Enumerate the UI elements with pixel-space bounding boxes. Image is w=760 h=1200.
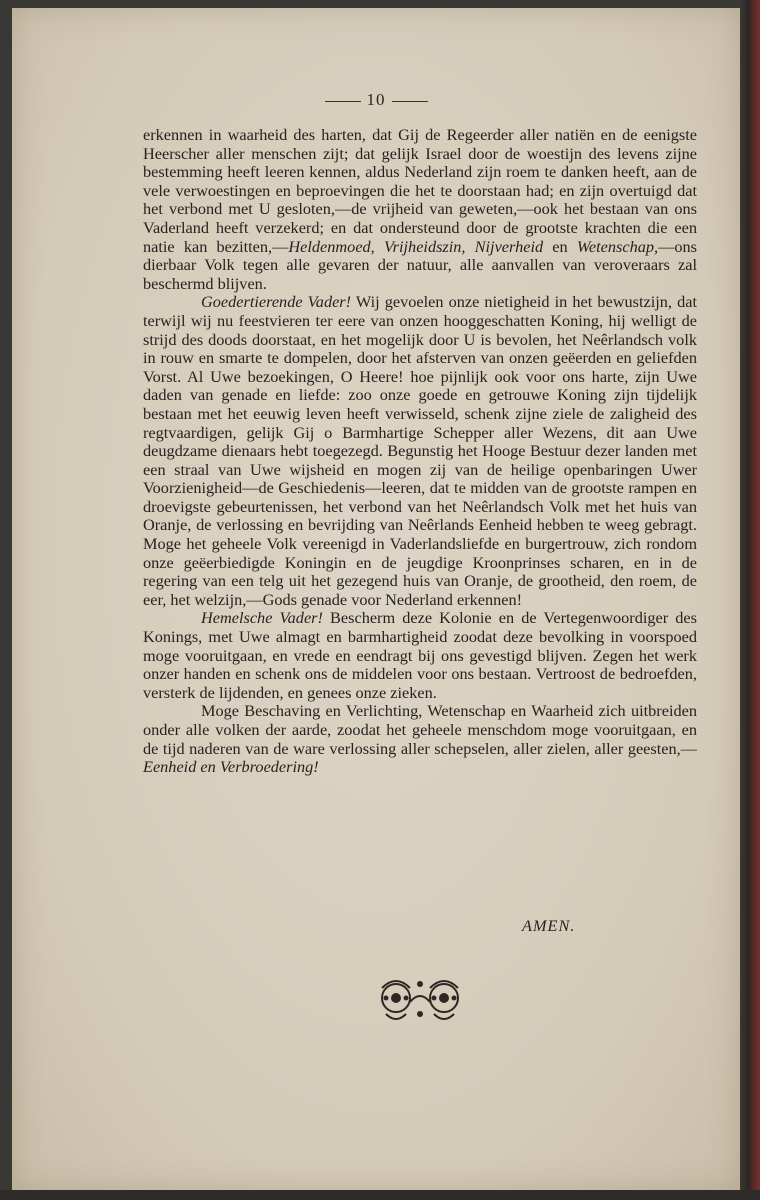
page-number-line [12, 90, 740, 110]
text-run: Bescherm deze Kolonie en de Vertegenwoordiger des Konings, met Uwe almagt en barmhartigheid zoodat deze bevolking in voorspoed moge vooruitgaan, en vrede en eendragt bij ons gevestigd blijven. Zegen het werk onzer handen en schenk ons de middelen voor ons bestaan. Vertroost de bedroefden, versterk de lijdenden, en genees onze zieken. [143, 608, 697, 702]
paragraph [143, 609, 697, 702]
italic-phrase: Hemelsche Vader! [201, 608, 323, 628]
page-number: 10 [366, 90, 386, 109]
floral-ornament-icon [372, 970, 468, 1026]
italic-phrase: Wetenschap, [576, 236, 659, 256]
text-run: Moge Beschaving en Verlichting, Wetenschap en Waarheid zich uitbreiden onder alle volken der aarde, zoodat het geheele menschdom moge vooruitgaan, en de tijd naderen van de ware verlossing aller schepselen, aller zielen, aller geesten,— [143, 701, 697, 758]
scan-bottom-edge [0, 1190, 760, 1200]
book-edge [740, 0, 760, 1200]
text-run: —ons dierbaar Volk tegen alle gevaren der natuur, alle aanvallen van veroveraars zal beschermd blijven. [143, 236, 698, 293]
page-number-dash-left [325, 101, 361, 102]
italic-phrase: Eenheid en Verbroedering! [143, 757, 319, 777]
paragraph [143, 126, 697, 293]
document-page [12, 8, 740, 1190]
page-number-dash-right [392, 101, 428, 102]
text-run: Wij gevoelen onze nietigheid in het bewustzijn, dat terwijl wij nu feestvieren ter eere van onzen hooggeschatten Koning, hij welligt de strijd des doods doorstaat, en het mogelijk door U is bevolen, het Neêrlandsch volk in rouw en smarte te dompelen, door het afsterven van onzen geëerden en geliefden Vorst. Al Uwe bezoekingen, O Heere! hoe pijnlijk ook voor ons harte, zijn Uwe daden van genade en liefde: zoo onze goede en getrouwe Koning zijn tijdelijk bestaan met het eeuwig leven heeft verwisseld, schenk zijne ziele de zaligheid des regtvaardigen, gelijk Gij o Barmhartige Schepper aller Wezens, dit aan Uwe deugdzame dienaars hebt toegezegd. Begunstig het Hooge Bestuur dezer landen met een straal van Uwe wijsheid en mogen zij van de heilige openbaringen Uwer Voorzienigheid—de Geschiedenis—leeren, dat te midden van de grootste rampen en droevigste gebeurtenissen, het verbond van het Neêrlandsch Volk met het huis van Oranje, de verlossing en bevrijding van Neêrlands Eenheid hebben te weeg gebragt. Moge het geheele Volk vereenigd in Vaderlandsliefde en burgertrouw, zich rondom onze geëerbiedigde Koningin en de jeugdige Kroonprinses scharen, en in de regering van een telg uit het gezegend huis van Oranje, de grootheid, den roem, de eer, het welzijn,—Gods genade voor Nederland erkennen! [143, 292, 697, 609]
paragraph [143, 293, 697, 609]
body-text [143, 126, 697, 777]
paragraph [143, 702, 697, 776]
italic-phrase: Heldenmoed, Vrijheidszin, Nijverheid [288, 236, 544, 256]
italic-phrase: Goedertierende Vader! [201, 292, 352, 312]
closing-amen: AMEN. [522, 916, 576, 935]
text-run: en [543, 236, 577, 256]
text-run: erkennen in waarheid des harten, dat Gij de Regeerder aller natiën en de eenigste Heerscher aller menschen zijt; dat gelijk Israel door de woestijn des levens zijne bestemming heeft leeren kennen, aldus Nederland zijn roem te danken heeft, aan de vele verwoestingen en beproevingen die het te doorstaan had; en zijn overtuigd dat het verbond met U gesloten,—de vrijheid van geweten,—ook het bestaan van ons Vaderland heeft verzekerd; en dat ondersteund door de grootste krachten die een natie kan bezitten,— [143, 125, 697, 256]
